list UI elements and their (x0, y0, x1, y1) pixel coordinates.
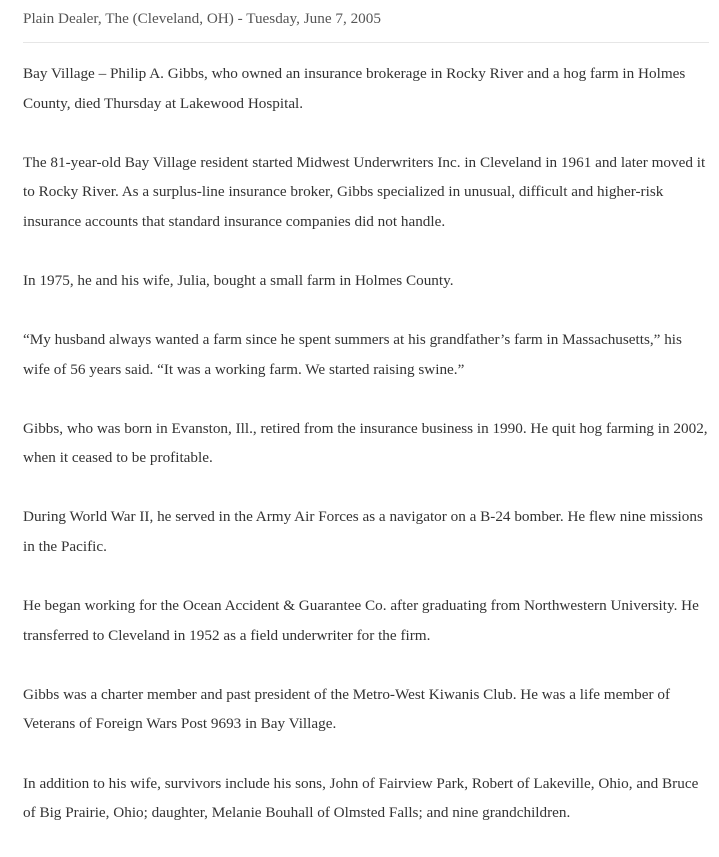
article-paragraph: Gibbs, who was born in Evanston, Ill., retired from the insurance business in 1990. He quit hog farming in 2002, when it ceased to be profitable. (23, 419, 708, 467)
source-separator: - (233, 10, 247, 27)
article-paragraph: In addition to his wife, survivors include his sons, John of Fairview Park, Robert of Lakeville, Ohio, and Bruce of Big Prairie, Ohio; daughter, Melanie Bouhall of Olmsted Falls; and nine grandchildren. (23, 774, 699, 822)
article-page (23, 0, 709, 857)
source-line (23, 0, 709, 43)
article-paragraph: During World War II, he served in the Army Air Forces as a navigator on a B-24 bomber. He flew nine missions in the Pacific. (23, 508, 703, 556)
article-paragraph: In 1975, he and his wife, Julia, bought a small farm in Holmes County. (23, 271, 454, 289)
publication-name: Plain Dealer, The (Cleveland, OH) (23, 10, 234, 27)
article-paragraph: “My husband always wanted a farm since he spent summers at his grandfather’s farm in Massachusetts,” his wife of 56 years said. “It was a working farm. We started raising swine.” (23, 331, 682, 378)
article-paragraph: Gibbs was a charter member and past president of the Metro-West Kiwanis Club. He was a life member of Veterans of Foreign Wars Post 9693 in Bay Village. (23, 685, 671, 733)
publication-date: Tuesday, June 7, 2005 (246, 10, 381, 27)
article-body (23, 59, 709, 828)
article-paragraph: He began working for the Ocean Accident & Guarantee Co. after graduating from Northwestern University. He transferred to Cleveland in 1952 as a field underwriter for the firm. (23, 597, 699, 644)
article-paragraph: Bay Village – Philip A. Gibbs, who owned an insurance brokerage in Rocky River and a hog farm in Holmes County, died Thursday at Lakewood Hospital. (23, 65, 686, 112)
article-paragraph: The 81-year-old Bay Village resident started Midwest Underwriters Inc. in Cleveland in 1961 and later moved it to Rocky River. As a surplus-line insurance broker, Gibbs specialized in unusual, difficult and higher-risk insurance accounts that standard insurance companies did not handle. (23, 153, 706, 230)
